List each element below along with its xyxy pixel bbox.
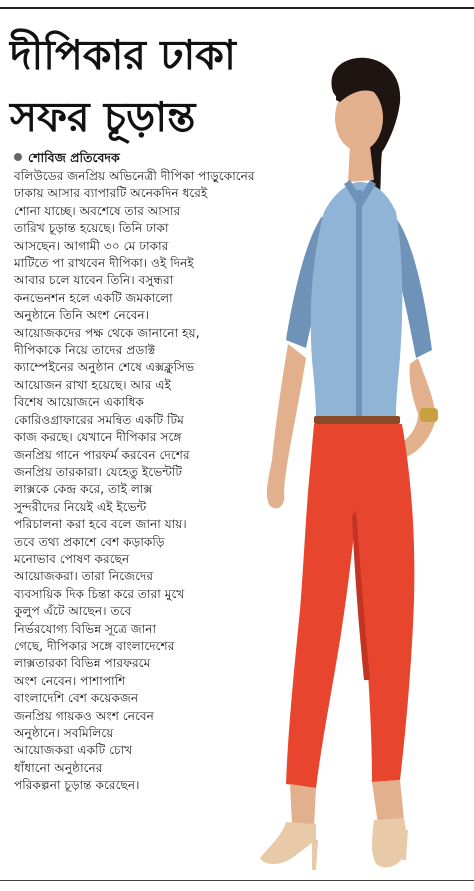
body-line: কোরিওগ্রাফারের সমন্বিত একটি টিম [14,412,184,427]
shoe-right-heel [312,840,318,870]
shirt-placket [356,190,362,418]
body-line: পরিকল্পনা চূড়ান্ত করেছেন। [14,778,140,793]
body-line: লাক্সকে কেন্দ্র করে, তাই লাক্স [14,482,153,497]
body-line: কুলুপ এঁটে আছেন। তবে [14,604,132,619]
body-line: আবার চলে যাবেন তিনি। বসুন্ধরা [14,273,174,288]
body-line: অংশ নেবেন। পাশাপাশি [14,673,126,688]
body-line: তবে তথ্য প্রকাশে বেশ কড়াকড়ি [14,534,165,549]
body-line: নির্ভরযোগ্য বিভিন্ন সূত্রে জানা [14,621,157,636]
body-line: আয়োজকদের পক্ষ থেকে জানানো হয়, [14,325,200,340]
body-line: পরিচালনা করা হবে বলে জানা যায়। [14,517,187,532]
body-line: অনুষ্ঠানে তিনি অংশ নেবেন। [14,308,150,323]
ankle-left [372,780,404,824]
body-line: কনভেনশন হলে একটি জমকালো [14,290,173,305]
body-line: ক্যাম্পেইনের অনুষ্ঠান শেষে এক্সক্লুসিভ [14,360,195,375]
shoe-left-heel [402,830,408,860]
body-line: বলিউডের জনপ্রিয় অভিনেত্রী দীপিকা পাড়ুকোনের [14,169,255,183]
shoe-right [260,822,316,864]
body-line: বাংলাদেশি বেশ কয়েকজন [14,691,139,706]
top-rule [0,7,474,9]
bullet-icon [14,153,22,161]
body-line: দীপিকাকে নিয়ে তাদের প্রডাক্ট [14,343,156,358]
body-line: শোনা যাচ্ছে। অবশেষে তার আসার [14,203,181,218]
body-line: অনুষ্ঠানে। সবমিলিয়ে [14,726,114,740]
body-line: বিশেষ আয়োজনে একাধিক [14,395,144,410]
bottom-rule [0,880,474,881]
body-line: আয়োজন রাখা হয়েছে। আর এই [14,377,171,392]
body-line: জনপ্রিয় তারকারা। যেহেতু ইভেন্টটি [14,464,183,479]
body-line: সুন্দরীদের নিয়েই এই ইভেন্ট [14,499,147,514]
headline-line-1: দীপিকার ঢাকা [10,31,236,79]
article-body [14,168,344,795]
bracelet [420,408,438,422]
neck [348,146,374,182]
body-line: জনপ্রিয় গানে পারফর্ম করবেন দেশের [14,447,190,462]
body-line: ঢাকায় আসার ব্যাপারটি অনেকদিন ধরেই [14,186,208,201]
body-line: আয়োজকরা। তারা নিজেদের [14,569,154,584]
shoe-left [372,818,406,867]
body-line: ধাঁধানো অনুষ্ঠানের [14,760,103,775]
body-line: তারিখ চূড়ান্ত হয়েছে। তিনি ঢাকা [14,221,169,236]
body-line: লাক্সতারকা বিভিন্ন পারফরমে [14,656,151,671]
body-line: গেছে, দীপিকার সঙ্গে বাংলাদেশের [14,638,175,653]
body-line: কাজ করছে। যেখানে দীপিকার সঙ্গে [14,430,182,445]
byline-text: শোবিজ প্রতিবেদক [28,150,120,165]
body-line: মনোভাব পোষণ করছেন [14,551,130,566]
body-line: ব্যবসায়িক দিক চিন্তা করে তারা মুখে [14,586,185,601]
body-line: মাটিতে পা রাখবেন দীপিকা। ওই দিনই [14,256,194,271]
headline-line-2: সফর চূড়ান্ত [10,93,196,141]
body-line: আয়োজকরা একটি চোখ [14,743,133,758]
body-line: আসছেন। আগামী ৩০ মে ঢাকার [14,238,169,253]
body-line: জনপ্রিয় গায়কও অংশ নেবেন [14,708,154,723]
byline [14,150,120,170]
